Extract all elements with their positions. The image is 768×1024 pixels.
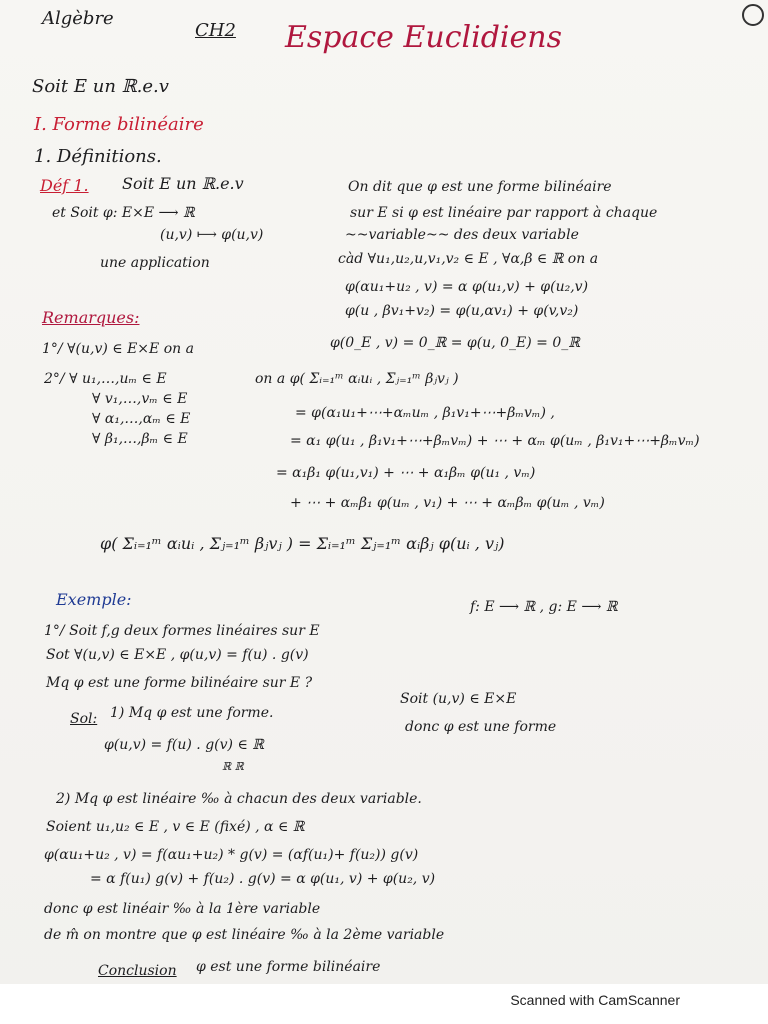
- example-label: Exemple:: [56, 590, 132, 609]
- page-title: Espace Euclidiens: [285, 20, 562, 55]
- page-corner-mark: [742, 4, 764, 26]
- remark-line: ∀ v₁,…,vₘ ∈ E: [92, 391, 188, 407]
- remark-line: ∀ β₁,…,βₘ ∈ E: [92, 431, 188, 447]
- subject-label: Algèbre: [42, 8, 114, 29]
- example-line: Sot ∀(u,v) ∈ E×E , φ(u,v) = f(u) . g(v): [46, 647, 309, 663]
- intro-line: Soit E un ℝ.e.v: [32, 76, 169, 97]
- remark-line: + ⋯ + αₘβ₁ φ(uₘ , v₁) + ⋯ + αₘβₘ φ(uₘ , vₘ): [290, 495, 605, 511]
- solution-line: donc φ est une forme: [405, 719, 557, 735]
- solution-line: φ(u,v) = f(u) . g(v) ∈ ℝ: [104, 737, 264, 753]
- solution-line: donc φ est linéair ‰ à la 1ère variable: [44, 901, 321, 917]
- subsection-heading: 1. Définitions.: [34, 146, 162, 167]
- example-line: f: E ⟶ ℝ , g: E ⟶ ℝ: [470, 599, 618, 615]
- remark-line: = α₁β₁ φ(u₁,v₁) + ⋯ + α₁βₘ φ(u₁ , vₘ): [276, 465, 536, 481]
- solution-line: de m̂ on montre que φ est linéaire ‰ à la 2ème variable: [44, 927, 445, 943]
- conclusion-label: Conclusion: [98, 963, 177, 979]
- definition-label: Déf 1.: [40, 176, 89, 195]
- solution-line: Soit (u,v) ∈ E×E: [400, 691, 517, 707]
- remarks-label: Remarques:: [42, 308, 140, 327]
- remark-line: 2°/ ∀ u₁,…,uₘ ∈ E: [44, 371, 167, 387]
- scanner-footer: [0, 984, 768, 1024]
- formula-line: φ(αu₁+u₂ , v) = α φ(u₁,v) + φ(u₂,v): [345, 279, 589, 295]
- definition-line: On dit que φ est une forme bilinéaire: [348, 179, 612, 195]
- example-line: 1°/ Soit f,g deux formes linéaires sur E: [44, 623, 320, 639]
- solution-line: 1) Mq φ est une forme.: [110, 705, 274, 721]
- definition-line: ~~variable~~ des deux variable: [345, 227, 579, 243]
- example-line: Mq φ est une forme bilinéaire sur E ?: [46, 675, 313, 691]
- remark-line: on a φ( Σᵢ₌₁ᵐ αᵢuᵢ , Σⱼ₌₁ᵐ βⱼvⱼ ): [255, 371, 459, 387]
- solution-line: ℝ ℝ: [222, 760, 244, 773]
- formula-line: φ(u , βv₁+v₂) = φ(u,αv₁) + φ(v,v₂): [345, 303, 579, 319]
- solution-line: Soient u₁,u₂ ∈ E , v ∈ E (fixé) , α ∈ ℝ: [46, 819, 305, 835]
- definition-line: une application: [100, 255, 210, 271]
- definition-line: et Soit φ: E×E ⟶ ℝ: [52, 205, 195, 221]
- remark-line: = φ(α₁u₁+⋯+αₘuₘ , β₁v₁+⋯+βₘvₘ) ,: [295, 405, 555, 421]
- solution-label: Sol:: [70, 711, 98, 727]
- remark-line: φ(0_E , v) = 0_ℝ = φ(u, 0_E) = 0_ℝ: [330, 335, 580, 351]
- section-heading: I. Forme bilinéaire: [34, 114, 204, 135]
- solution-line: φ(αu₁+u₂ , v) = f(αu₁+u₂) * g(v) = (αf(u₁)+ f(u₂)) g(v): [44, 847, 419, 863]
- definition-line: càd ∀u₁,u₂,u,v₁,v₂ ∈ E , ∀α,β ∈ ℝ on a: [338, 251, 599, 267]
- solution-line: 2) Mq φ est linéaire ‰ à chacun des deux variable.: [56, 791, 422, 807]
- definition-line: (u,v) ⟼ φ(u,v): [160, 227, 264, 243]
- remark-line: 1°/ ∀(u,v) ∈ E×E on a: [42, 341, 194, 357]
- scanner-watermark: Scanned with CamScanner: [510, 992, 680, 1008]
- definition-line: sur E si φ est linéaire par rapport à chaque: [350, 205, 658, 221]
- solution-line: = α f(u₁) g(v) + f(u₂) . g(v) = α φ(u₁, v) + φ(u₂, v): [90, 871, 436, 887]
- conclusion-line: φ est une forme bilinéaire: [196, 959, 381, 975]
- chapter-label: CH2: [195, 20, 236, 41]
- remark-line: ∀ α₁,…,αₘ ∈ E: [92, 411, 191, 427]
- remark-line: = α₁ φ(u₁ , β₁v₁+⋯+βₘvₘ) + ⋯ + αₘ φ(uₘ , β₁v₁+⋯+βₘvₘ): [290, 433, 700, 449]
- definition-line: Soit E un ℝ.e.v: [122, 174, 244, 193]
- formula-line: φ( Σᵢ₌₁ᵐ αᵢuᵢ , Σⱼ₌₁ᵐ βⱼvⱼ ) = Σᵢ₌₁ᵐ Σⱼ₌₁ᵐ αᵢβⱼ φ(uᵢ , vⱼ): [100, 534, 505, 553]
